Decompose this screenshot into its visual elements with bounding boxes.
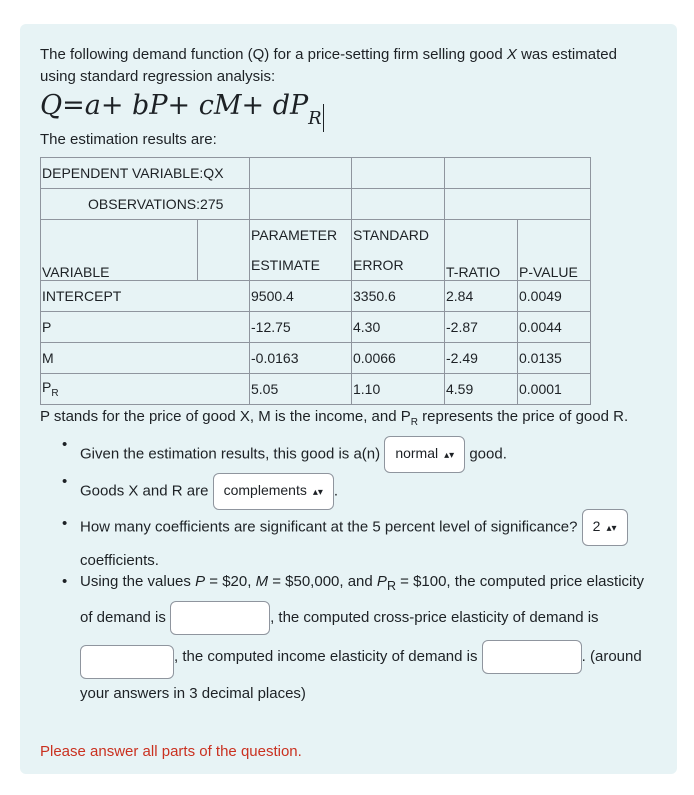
dep-var-cell: DEPENDENT VARIABLE:QX — [41, 158, 250, 189]
header-t: T-RATIO — [445, 220, 518, 281]
updown-chevron-icon: ▴▾ — [312, 487, 323, 498]
estimation-table — [40, 157, 591, 405]
table-row: P -12.75 4.30 -2.87 0.0044 — [41, 312, 591, 343]
question-4: • Using the values P = $20, M = $50,000, and $P_R$ = $100, the computed price elasticity of demand is , the computed cross-price elasticity of demand is , the computed income elasticity of demand is . (around your answers in 3 decimal places) — [62, 573, 645, 702]
question-3: • How many coefficients are significant at the 5 percent level of significance? 2 ▴▾ coefficients. — [80, 509, 660, 576]
price-elasticity-input[interactable] — [170, 601, 270, 635]
demand-formula: $Q=a+ bP+ cM+ dP_R$ — [40, 90, 324, 132]
question-1: • Given the estimation results, this good is a(n) normal ▴▾ good. — [80, 436, 507, 473]
cross-elasticity-input[interactable] — [80, 645, 174, 679]
header-parameter: PARAMETER ESTIMATE — [250, 220, 352, 281]
header-p: P-VALUE — [518, 220, 591, 281]
goodtype-select[interactable]: normal ▴▾ — [384, 436, 465, 473]
income-elasticity-input[interactable] — [482, 640, 582, 674]
header-variable: VARIABLE — [41, 220, 198, 281]
header-se: STANDARD ERROR — [352, 220, 445, 281]
table-row: $P_R$ 5.05 1.10 4.59 0.0001 — [41, 374, 591, 405]
relationship-select[interactable]: complements ▴▾ — [213, 473, 334, 510]
table-row: INTERCEPT 9500.4 3350.6 2.84 0.0049 — [41, 281, 591, 312]
results-label: The estimation results are: — [40, 131, 217, 148]
intro-text: The following demand function (Q) for a price-setting firm selling good X was estimated using standard regression analysis: — [40, 46, 617, 85]
updown-chevron-icon: ▴▾ — [444, 450, 455, 461]
observations-cell: OBSERVATIONS:275 — [41, 189, 250, 220]
significant-count-select[interactable]: 2 ▴▾ — [582, 509, 628, 546]
table-row: M -0.0163 0.0066 -2.49 0.0135 — [41, 343, 591, 374]
validation-warning: Please answer all parts of the question. — [40, 743, 302, 760]
updown-chevron-icon: ▴▾ — [606, 523, 617, 534]
variable-definitions: P stands for the price of good X, M is the income, and $P_R$ represents the price of good R. — [40, 408, 629, 428]
question-2: • Goods X and R are complements ▴▾ . — [80, 473, 338, 510]
